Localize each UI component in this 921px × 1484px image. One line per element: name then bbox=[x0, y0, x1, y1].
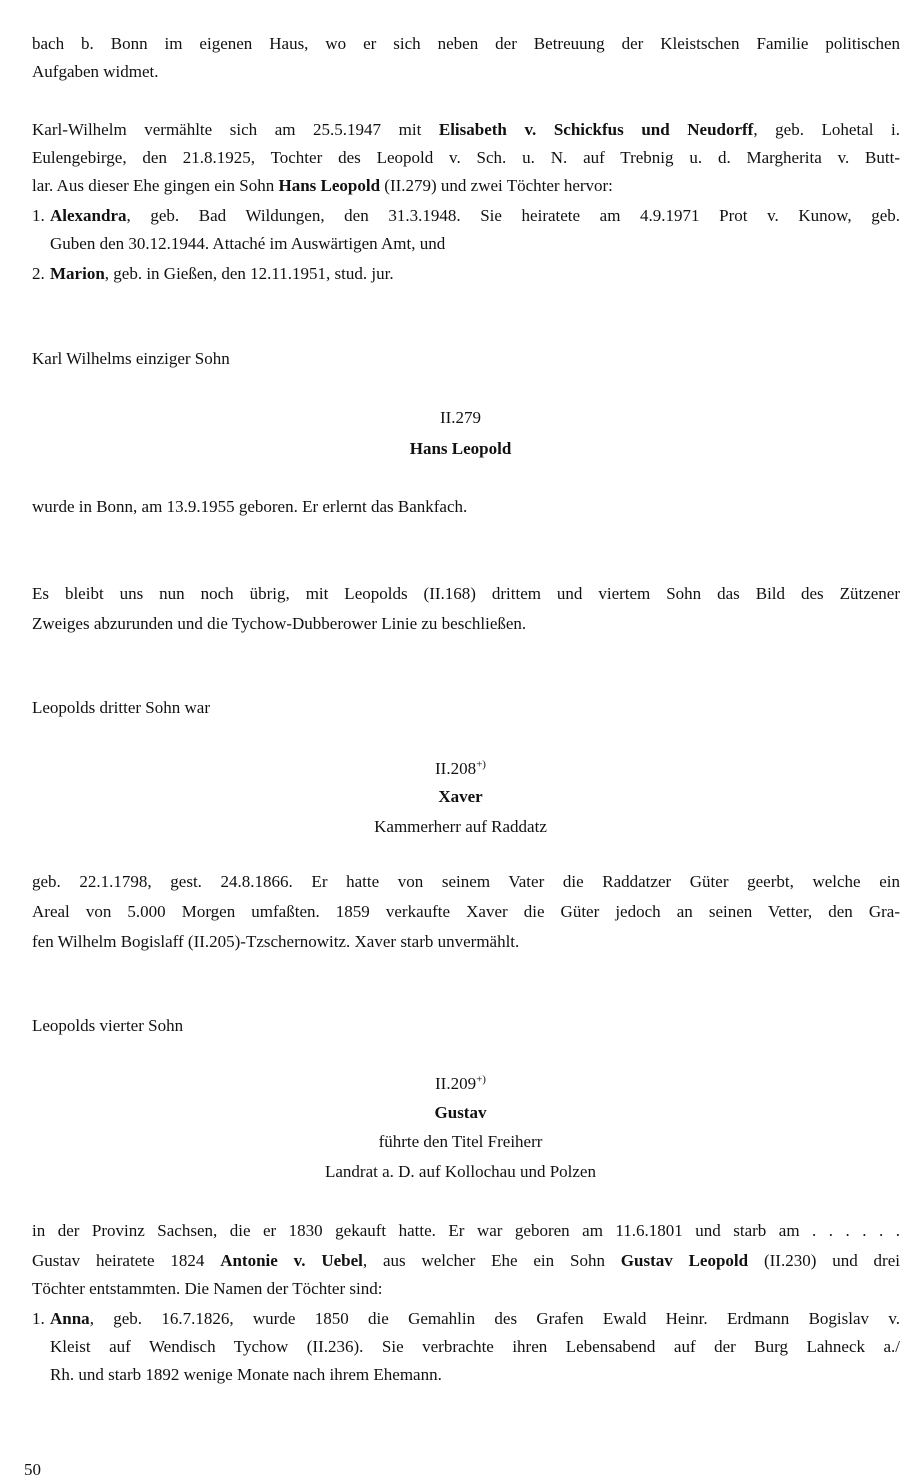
paragraph-line: geb. 22.1.1798, gest. 24.8.1866. Er hatte von seinem Vater die Raddatzer Güter geerbt, welche ein bbox=[32, 872, 900, 891]
entry-title: führte den Titel Freiherr bbox=[378, 1132, 543, 1151]
paragraph-line: in der Provinz Sachsen, die er 1830 gekauft hatte. Er war geboren am 11.6.1801 und starb am . . . . . . bbox=[32, 1221, 900, 1240]
paragraph-line: Gustav heiratete 1824 Antonie v. Uebel, aus welcher Ehe ein Sohn Gustav Leopold (II.230) und drei bbox=[32, 1251, 900, 1270]
list-item-line: Anna, geb. 16.7.1826, wurde 1850 die Gemahlin des Grafen Ewald Heinr. Erdmann Bogislav v. bbox=[50, 1309, 900, 1328]
person-name: Gustav Leopold bbox=[620, 1251, 749, 1270]
person-name: Marion bbox=[50, 264, 105, 283]
paragraph-line: wurde in Bonn, am 13.9.1955 geboren. Er erlernt das Bankfach. bbox=[32, 497, 468, 516]
entry-title: Landrat a. D. auf Kollochau und Polzen bbox=[325, 1162, 596, 1181]
person-name: Hans Leopold bbox=[278, 176, 381, 195]
person-name: Alexandra bbox=[50, 206, 127, 225]
section-intro: Leopolds vierter Sohn bbox=[32, 1016, 184, 1035]
paragraph-line: Zweiges abzurunden und die Tychow-Dubberower Linie zu beschließen. bbox=[32, 614, 527, 633]
section-intro: Karl Wilhelms einziger Sohn bbox=[32, 349, 230, 368]
paragraph-line: Karl-Wilhelm vermählte sich am 25.5.1947 mit Elisabeth v. Schickfus und Neudorff, geb. Lohetal i. bbox=[32, 120, 901, 139]
entry-name: Gustav bbox=[434, 1103, 487, 1122]
entry-title: Kammerherr auf Raddatz bbox=[374, 817, 547, 836]
paragraph-line: Es bleibt uns nun noch übrig, mit Leopolds (II.168) drittem und viertem Sohn das Bild des Zützener bbox=[32, 584, 900, 603]
paragraph-line: Areal von 5.000 Morgen umfaßten. 1859 verkaufte Xaver die Güter jedoch an seinen Vetter, den Gra- bbox=[32, 902, 900, 921]
list-item-line: Kleist auf Wendisch Tychow (II.236). Sie verbrachte ihren Lebensabend auf der Burg Lahneck a./ bbox=[50, 1337, 900, 1356]
list-number: 1. bbox=[32, 1309, 45, 1328]
list-item-line: Marion, geb. in Gießen, den 12.11.1951, stud. jur. bbox=[50, 264, 394, 283]
person-name: Antonie v. Uebel bbox=[220, 1251, 363, 1270]
list-item bbox=[32, 260, 900, 288]
footnote-marker: +) bbox=[476, 758, 486, 771]
paragraph-line: lar. Aus dieser Ehe gingen ein Sohn Hans Leopold (II.279) und zwei Töchter hervor: bbox=[32, 176, 613, 195]
list-item-line: Alexandra, geb. Bad Wildungen, den 31.3.1948. Sie heiratete am 4.9.1971 Prot v. Kunow, geb. bbox=[50, 206, 900, 225]
person-name: Anna bbox=[50, 1309, 90, 1328]
list-item-line: Guben den 30.12.1944. Attaché im Auswärtigen Amt, und bbox=[50, 234, 446, 253]
entry-number: II.279 bbox=[439, 408, 482, 427]
section-intro: Leopolds dritter Sohn war bbox=[32, 698, 210, 717]
entry-name: Hans Leopold bbox=[409, 439, 512, 458]
paragraph-line: bach b. Bonn im eigenen Haus, wo er sich neben der Betreuung der Kleistschen Familie politischen bbox=[32, 34, 900, 53]
list-item bbox=[32, 1305, 900, 1389]
paragraph-line: Eulengebirge, den 21.8.1925, Tochter des Leopold v. Sch. u. N. auf Trebnig u. d. Margherita v. Butt- bbox=[32, 148, 900, 167]
paragraph-line: fen Wilhelm Bogislaff (II.205)-Tzschernowitz. Xaver starb unvermählt. bbox=[32, 932, 520, 951]
entry-number: II.209+) bbox=[435, 1073, 486, 1093]
list-item-line: Rh. und starb 1892 wenige Monate nach ihrem Ehemann. bbox=[50, 1365, 442, 1384]
entry-number: II.208+) bbox=[435, 758, 486, 778]
list-item bbox=[32, 202, 900, 258]
footnote-marker: +) bbox=[476, 1073, 486, 1086]
person-name: Elisabeth v. Schickfus und Neudorff bbox=[438, 120, 754, 139]
page-number: 50 bbox=[24, 1460, 41, 1479]
entry-name: Xaver bbox=[438, 787, 483, 806]
paragraph-line: Aufgaben widmet. bbox=[32, 62, 159, 81]
list-number: 2. bbox=[32, 264, 45, 283]
paragraph-line: Töchter entstammten. Die Namen der Töchter sind: bbox=[32, 1279, 383, 1298]
list-number: 1. bbox=[32, 206, 45, 225]
